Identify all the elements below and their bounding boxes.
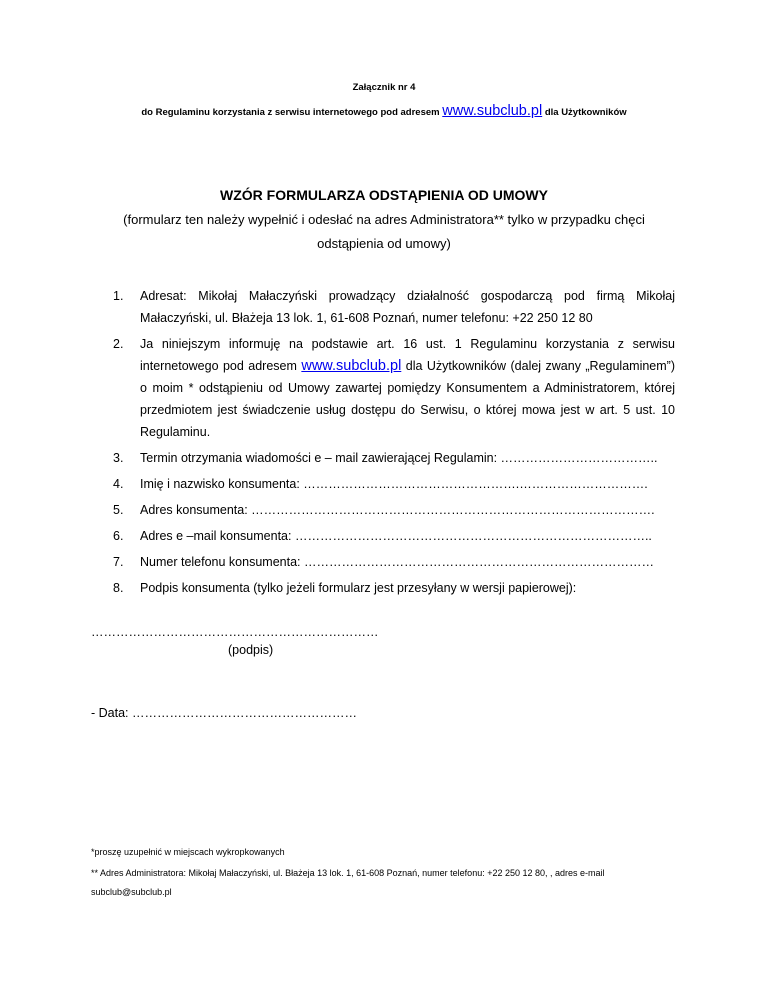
footnote-fill-in: *proszę uzupełnić w miejscach wykropkowanych <box>91 847 285 857</box>
signature-label: (podpis) <box>228 643 274 657</box>
signature-line: …………………………………………………………… <box>91 625 379 639</box>
item-text-before: Ja niniejszym informuję na podstawie art. 16 ust. 1 Regulaminu korzystania z serwisu internetowego pod adresem <box>140 337 675 373</box>
item-number: 1. <box>113 289 124 303</box>
date-line: - Data: ……………………………………………… <box>91 706 357 720</box>
subclub-link-inline[interactable]: www.subclub.pl <box>301 358 402 374</box>
item-number: 7. <box>113 555 124 569</box>
annex-subtitle-suffix: dla Użytkowników <box>544 107 627 118</box>
item-text: Numer telefonu konsumenta: ………………………………………………………………………… <box>140 555 654 569</box>
list-item-consumer-phone <box>113 551 675 573</box>
annex-subtitle <box>0 103 768 119</box>
list-item-addressee <box>113 285 675 329</box>
subclub-link[interactable]: www.subclub.pl <box>442 103 543 119</box>
item-text: Adresat: Mikołaj Małaczyński prowadzący działalność gospodarczą pod firmą Mikołaj Małaczyński, ul. Błażeja 13 lok. 1, 61-608 Poznań, numer telefonu: +22 250 12 80 <box>140 289 675 325</box>
list-item-consumer-signature <box>113 577 675 599</box>
item-text-after: dla Użytkowników (dalej zwany „Regulaminem”) o moim * odstąpieniu od Umowy zawartej pomiędzy Konsumentem a Administratorem, której przedmiotem jest świadczenie usług dostępu do Serwisu, o której mowa jest w art. 5 ust. 10 Regulaminu. <box>140 359 675 439</box>
item-number: 8. <box>113 581 124 595</box>
list-item-consumer-address <box>113 499 675 521</box>
form-subtitle: (formularz ten należy wypełnić i odesłać na adres Administratora** tylko w przypadku chęci odstąpienia od umowy) <box>123 212 645 251</box>
item-number: 2. <box>113 337 124 351</box>
item-text: Podpis konsumenta (tylko jeżeli formularz jest przesyłany w wersji papierowej): <box>140 581 577 595</box>
annex-subtitle-prefix: do Regulaminu korzystania z serwisu internetowego pod adresem <box>141 107 440 118</box>
item-number: 3. <box>113 451 124 465</box>
item-text: Adres konsumenta: ……………………………………………………………………………………. <box>140 503 655 517</box>
form-fields-list <box>113 285 675 599</box>
list-item-consumer-email <box>113 525 675 547</box>
list-item-declaration <box>113 333 675 443</box>
item-text: Termin otrzymania wiadomości e – mail zawierającej Regulamin: ……………………………….. <box>140 451 658 465</box>
item-number: 5. <box>113 503 124 517</box>
annex-title: Załącznik nr 4 <box>352 82 416 93</box>
item-number: 6. <box>113 529 124 543</box>
item-text: Adres e –mail konsumenta: ………………………………………………………………………….. <box>140 529 652 543</box>
item-number: 4. <box>113 477 124 491</box>
form-title: WZÓR FORMULARZA ODSTĄPIENIA OD UMOWY <box>220 187 548 203</box>
item-text: Imię i nazwisko konsumenta: …………………………………………….…………………………. <box>140 477 648 491</box>
footnote-admin-address: ** Adres Administratora: Mikołaj Małaczyński, ul. Błażeja 13 lok. 1, 61-608 Poznań, numer telefonu: +22 250 12 80, , adres e-mail subclub@subclub.pl <box>91 868 605 897</box>
list-item-email-date <box>113 447 675 469</box>
list-item-consumer-name <box>113 473 675 495</box>
